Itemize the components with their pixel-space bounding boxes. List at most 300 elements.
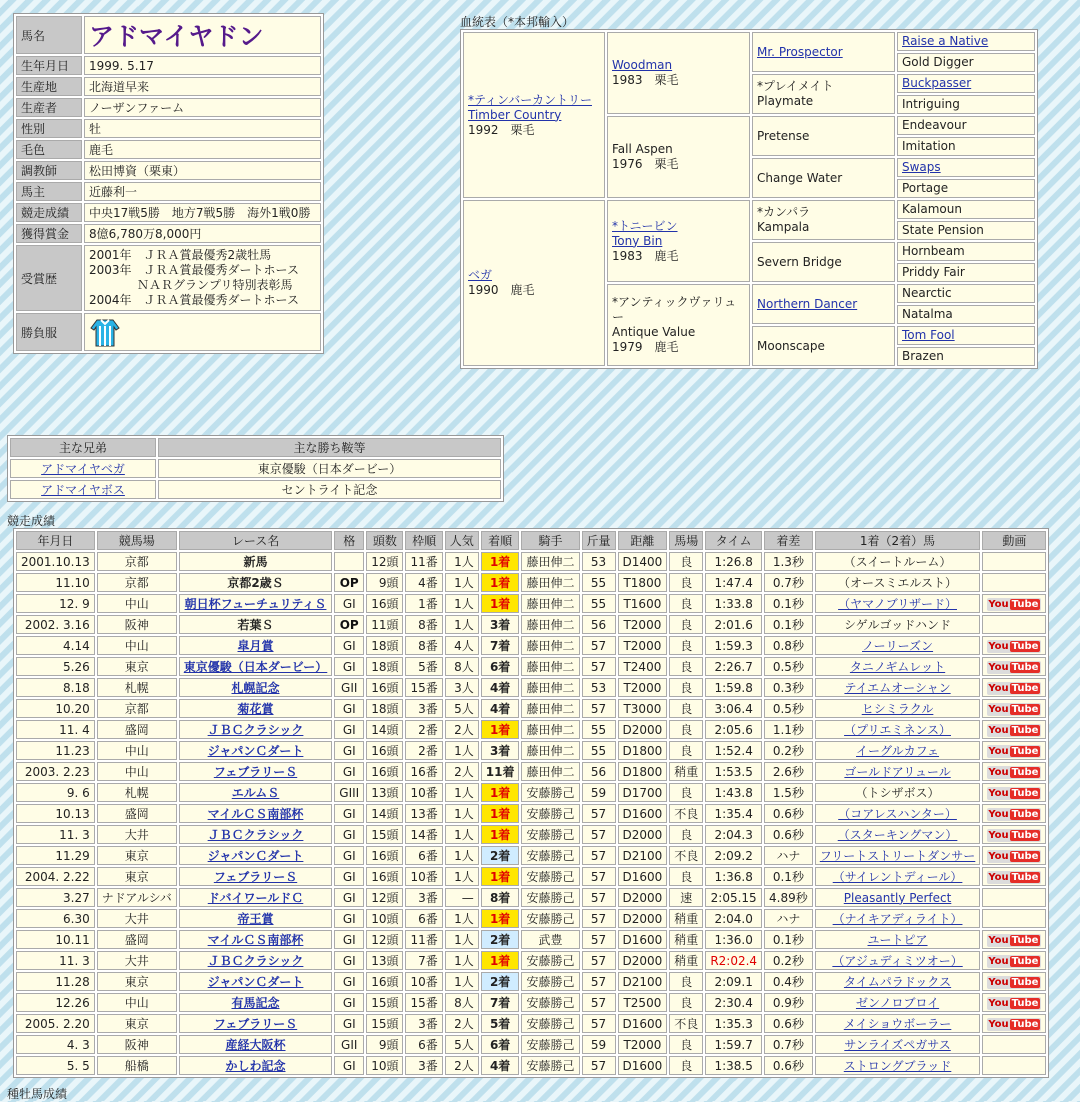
race-weight: 56 bbox=[582, 762, 616, 781]
race-jockey: 安藤勝己 bbox=[521, 993, 579, 1012]
race-post: 15番 bbox=[405, 678, 442, 697]
youtube-icon[interactable] bbox=[987, 703, 1041, 716]
race-video-cell bbox=[982, 720, 1046, 739]
race-post: 10番 bbox=[405, 972, 442, 991]
youtube-icon[interactable] bbox=[987, 1018, 1041, 1031]
race-time-cell bbox=[705, 909, 762, 928]
race-date: 2003. 2.23 bbox=[16, 762, 95, 781]
race-time-cell bbox=[705, 1014, 762, 1033]
youtube-label-tube: Tube bbox=[1011, 851, 1039, 862]
pedigree-gen2 bbox=[607, 32, 750, 114]
stud-record-title: 種牡馬成績 bbox=[7, 1087, 68, 1101]
race-opponent[interactable]: ヒシミラクル bbox=[861, 702, 934, 716]
race-opponent-cell bbox=[815, 636, 981, 655]
race-finish: 6着 bbox=[481, 657, 520, 676]
youtube-icon[interactable] bbox=[987, 997, 1041, 1010]
race-margin: 0.6秒 bbox=[764, 825, 813, 844]
race-track: 良 bbox=[669, 636, 703, 655]
race-opponent[interactable]: テイエムオーシャン bbox=[844, 681, 951, 695]
race-distance: D1800 bbox=[618, 741, 668, 760]
pedigree-gen4 bbox=[897, 137, 1035, 156]
race-jockey: 安藤勝己 bbox=[521, 909, 579, 928]
race-jockey: 安藤勝己 bbox=[521, 825, 579, 844]
race-popularity: 1人 bbox=[445, 867, 479, 886]
race-popularity: — bbox=[445, 888, 479, 907]
race-opponent[interactable]: （サイレントディール） bbox=[832, 870, 963, 884]
sibling-link[interactable]: アドマイヤベガ bbox=[41, 462, 125, 476]
race-video-cell bbox=[982, 888, 1046, 907]
youtube-icon[interactable] bbox=[987, 745, 1041, 758]
race-opponent-cell bbox=[815, 1035, 981, 1054]
race-name[interactable]: ドバイワールドＣ bbox=[207, 891, 304, 905]
race-opponent-cell bbox=[815, 657, 981, 676]
race-row bbox=[16, 573, 1046, 592]
race-time: 1:35.4 bbox=[714, 806, 753, 821]
race-weight: 57 bbox=[582, 825, 616, 844]
youtube-icon[interactable] bbox=[987, 808, 1041, 821]
race-video-cell bbox=[982, 573, 1046, 592]
race-time: 2:05.6 bbox=[714, 722, 753, 737]
race-name: 京都2歳Ｓ bbox=[227, 576, 284, 590]
youtube-icon[interactable] bbox=[987, 871, 1041, 884]
race-distance: D1600 bbox=[618, 930, 668, 949]
race-grade-label: GII bbox=[341, 1037, 358, 1052]
race-opponent[interactable]: メイショウボーラー bbox=[843, 1017, 952, 1031]
race-opponent-cell bbox=[815, 930, 981, 949]
race-finish: 1着 bbox=[481, 720, 520, 739]
race-video-cell bbox=[982, 615, 1046, 634]
race-time-cell bbox=[705, 573, 762, 592]
race-margin: 0.6秒 bbox=[764, 1014, 813, 1033]
race-track: 良 bbox=[669, 741, 703, 760]
race-track: 良 bbox=[669, 552, 703, 571]
race-jockey: 藤田伸二 bbox=[521, 594, 579, 613]
race-time: 1:36.0 bbox=[714, 932, 753, 947]
pedigree-horse-en[interactable]: Timber Country bbox=[468, 107, 562, 122]
race-runners: 15頭 bbox=[366, 825, 403, 844]
youtube-label: You bbox=[988, 809, 1009, 820]
race-distance: D2000 bbox=[618, 909, 668, 928]
race-post: 3番 bbox=[405, 699, 442, 718]
race-time: 1:47.4 bbox=[714, 575, 753, 590]
race-jockey: 安藤勝己 bbox=[521, 804, 579, 823]
info-key: 競走成績 bbox=[16, 203, 82, 222]
race-post: 11番 bbox=[405, 552, 442, 571]
race-opponent-cell bbox=[815, 615, 981, 634]
race-opponent[interactable]: （ナイキアディライト） bbox=[832, 912, 963, 926]
info-row bbox=[16, 224, 321, 243]
info-value: ノーザンファーム bbox=[84, 98, 321, 117]
race-popularity: 8人 bbox=[445, 657, 479, 676]
race-name[interactable]: ジャパンＣダート bbox=[207, 744, 304, 758]
pedigree-horse-name[interactable]: *トニービン bbox=[612, 218, 678, 233]
race-course: 大井 bbox=[97, 909, 177, 928]
race-post: 8番 bbox=[405, 615, 442, 634]
race-opponent[interactable]: （アジュディミツオー） bbox=[832, 954, 963, 968]
race-distance: T1600 bbox=[618, 594, 668, 613]
race-runners: 18頭 bbox=[366, 657, 403, 676]
info-key: 生産地 bbox=[16, 77, 82, 96]
race-date: 6.30 bbox=[16, 909, 95, 928]
race-jockey: 藤田伸二 bbox=[521, 552, 579, 571]
youtube-icon[interactable] bbox=[987, 640, 1041, 653]
youtube-label-tube: Tube bbox=[1011, 977, 1039, 988]
race-distance: D1800 bbox=[618, 762, 668, 781]
race-row bbox=[16, 657, 1046, 676]
race-name[interactable]: マイルＣＳ南部杯 bbox=[207, 807, 304, 821]
youtube-icon[interactable] bbox=[987, 829, 1041, 842]
race-margin: 0.7秒 bbox=[764, 1035, 813, 1054]
pedigree-gen4 bbox=[897, 53, 1035, 72]
youtube-label: You bbox=[988, 872, 1009, 883]
race-grade bbox=[334, 1014, 364, 1033]
pedigree-gen3 bbox=[752, 284, 895, 324]
siblings-header-name: 主な兄弟 bbox=[10, 438, 156, 457]
info-key: 生産者 bbox=[16, 98, 82, 117]
race-opponent-cell bbox=[815, 867, 981, 886]
race-popularity: 2人 bbox=[445, 720, 479, 739]
race-runners: 14頭 bbox=[366, 720, 403, 739]
pedigree-horse-name[interactable]: Northern Dancer bbox=[757, 296, 858, 311]
pedigree-horse-name[interactable]: Mr. Prospector bbox=[757, 44, 843, 59]
race-margin: ハナ bbox=[764, 846, 813, 865]
race-margin: 2.6秒 bbox=[764, 762, 813, 781]
race-opponent[interactable]: （ヤマノブリザード） bbox=[838, 597, 957, 611]
race-post: 6番 bbox=[405, 909, 442, 928]
youtube-label: You bbox=[988, 998, 1009, 1009]
race-name[interactable]: ジャパンＣダート bbox=[207, 849, 304, 863]
race-runners: 10頭 bbox=[366, 909, 403, 928]
youtube-label: You bbox=[988, 599, 1009, 610]
race-post: 16番 bbox=[405, 762, 442, 781]
race-track: 稍重 bbox=[669, 909, 703, 928]
race-jockey: 安藤勝己 bbox=[521, 846, 579, 865]
race-name[interactable]: ＪＢＣクラシック bbox=[207, 723, 304, 737]
race-grade bbox=[334, 867, 364, 886]
youtube-label: You bbox=[988, 725, 1009, 736]
race-weight: 55 bbox=[582, 594, 616, 613]
pedigree-horse-name: *アンティックヴァリュー bbox=[612, 295, 737, 324]
race-name[interactable]: 朝日杯フューチュリティＳ bbox=[184, 597, 327, 611]
race-finish: 4着 bbox=[481, 1056, 520, 1075]
race-margin: 0.3秒 bbox=[764, 678, 813, 697]
race-name[interactable]: 東京優駿（日本ダービー） bbox=[183, 660, 328, 674]
race-popularity: 1人 bbox=[445, 552, 479, 571]
racing-silks-icon bbox=[89, 316, 121, 348]
race-grade-label: GI bbox=[342, 743, 356, 758]
race-video-cell bbox=[982, 699, 1046, 718]
race-grade-label: GI bbox=[342, 764, 356, 779]
race-opponent[interactable]: タニノギムレット bbox=[849, 660, 946, 674]
race-date: 4. 3 bbox=[16, 1035, 95, 1054]
youtube-label: You bbox=[988, 830, 1009, 841]
youtube-label-tube: Tube bbox=[1011, 599, 1039, 610]
race-name[interactable]: 菊花賞 bbox=[237, 702, 274, 716]
race-opponent[interactable]: Pleasantly Perfect bbox=[843, 890, 952, 905]
race-opponent: シゲルゴッドハンド bbox=[844, 618, 952, 632]
race-course: 大井 bbox=[97, 825, 177, 844]
youtube-icon[interactable] bbox=[987, 661, 1041, 674]
award-item: 2003年 ＪＲＡ賞最優秀ダートホース bbox=[89, 263, 299, 277]
race-course: 京都 bbox=[97, 573, 177, 592]
race-name[interactable]: フェブラリーＳ bbox=[213, 765, 298, 779]
pedigree-horse-name[interactable]: Buckpasser bbox=[902, 76, 972, 90]
race-grade-label: OP bbox=[339, 617, 359, 632]
race-opponent-cell bbox=[815, 783, 981, 802]
race-distance: D1600 bbox=[618, 1014, 668, 1033]
race-time-cell bbox=[705, 552, 762, 571]
race-grade-label: GI bbox=[342, 890, 356, 905]
race-distance: T1800 bbox=[618, 573, 668, 592]
race-jockey: 安藤勝己 bbox=[521, 972, 579, 991]
info-row bbox=[16, 16, 321, 54]
youtube-icon[interactable] bbox=[987, 766, 1041, 779]
race-name[interactable]: エルムＳ bbox=[231, 786, 280, 800]
awards-list bbox=[84, 245, 321, 311]
race-opponent: （オースミエルスト） bbox=[838, 576, 958, 590]
race-distance: D2100 bbox=[618, 846, 668, 865]
race-jockey: 安藤勝己 bbox=[521, 951, 579, 970]
race-opponent[interactable]: サンライズペガサス bbox=[844, 1038, 951, 1052]
race-date: 10.20 bbox=[16, 699, 95, 718]
race-grade bbox=[334, 930, 364, 949]
race-grade bbox=[334, 615, 364, 634]
race-time: 1:59.8 bbox=[714, 680, 753, 695]
race-name[interactable]: かしわ記念 bbox=[225, 1059, 286, 1073]
race-weight: 57 bbox=[582, 930, 616, 949]
race-popularity: 2人 bbox=[445, 762, 479, 781]
race-post: 2番 bbox=[405, 741, 442, 760]
race-name[interactable]: ＪＢＣクラシック bbox=[207, 954, 304, 968]
race-weight: 53 bbox=[582, 552, 616, 571]
race-course: 札幌 bbox=[97, 783, 177, 802]
race-name-cell bbox=[179, 930, 333, 949]
race-row bbox=[16, 1056, 1046, 1075]
race-weight: 59 bbox=[582, 1035, 616, 1054]
race-time: 1:52.4 bbox=[714, 743, 753, 758]
race-opponent[interactable]: （スターキングマン） bbox=[837, 828, 958, 842]
pedigree-horse-name: Portage bbox=[902, 181, 949, 195]
race-margin: 0.9秒 bbox=[764, 993, 813, 1012]
race-name[interactable]: マイルＣＳ南部杯 bbox=[207, 933, 304, 947]
race-name: 新馬 bbox=[243, 555, 268, 569]
race-distance: D1600 bbox=[618, 1056, 668, 1075]
race-grade-label: GI bbox=[342, 869, 356, 884]
youtube-label-tube: Tube bbox=[1011, 704, 1039, 715]
race-jockey: 安藤勝己 bbox=[521, 867, 579, 886]
pedigree-horse-name[interactable]: Tom Fool bbox=[902, 328, 955, 342]
pedigree-horse-name[interactable]: Swaps bbox=[902, 160, 941, 174]
race-jockey: 藤田伸二 bbox=[521, 678, 579, 697]
sibling-row bbox=[10, 480, 501, 499]
race-name[interactable]: 札幌記念 bbox=[231, 681, 280, 695]
race-row bbox=[16, 1035, 1046, 1054]
pedigree-gen4 bbox=[897, 284, 1035, 303]
race-grade-label: GI bbox=[342, 659, 356, 674]
race-runners: 15頭 bbox=[366, 993, 403, 1012]
race-finish: 1着 bbox=[481, 573, 520, 592]
race-opponent: （トシザボス） bbox=[855, 786, 940, 800]
race-grade-label: GI bbox=[342, 638, 356, 653]
race-name[interactable]: フェブラリーＳ bbox=[213, 870, 298, 884]
race-opponent[interactable]: （プリエミネンス） bbox=[844, 723, 951, 737]
race-track: 良 bbox=[669, 825, 703, 844]
race-grade bbox=[334, 678, 364, 697]
sibling-link[interactable]: アドマイヤボス bbox=[41, 483, 125, 497]
pedigree-horse-year: 1983 栗毛 bbox=[612, 73, 679, 87]
pedigree-horse-name: Severn Bridge bbox=[757, 254, 842, 269]
pedigree-horse-name: Intriguing bbox=[902, 97, 960, 111]
race-jockey: 安藤勝己 bbox=[521, 1056, 579, 1075]
race-video-cell bbox=[982, 594, 1046, 613]
race-finish: 4着 bbox=[481, 699, 520, 718]
race-opponent[interactable]: タイムパラドックス bbox=[843, 975, 952, 989]
pedigree-gen4 bbox=[897, 95, 1035, 114]
race-finish: 1着 bbox=[481, 951, 520, 970]
race-date: 2001.10.13 bbox=[16, 552, 95, 571]
race-distance: D1600 bbox=[618, 804, 668, 823]
pedigree-sire bbox=[463, 32, 605, 198]
pedigree-horse-name: Moonscape bbox=[757, 338, 825, 353]
race-date: 9. 6 bbox=[16, 783, 95, 802]
race-margin: 0.1秒 bbox=[764, 594, 813, 613]
race-row bbox=[16, 678, 1046, 697]
pedigree-row bbox=[463, 32, 1035, 51]
youtube-icon[interactable] bbox=[987, 787, 1041, 800]
race-runners: 11頭 bbox=[366, 615, 403, 634]
youtube-icon[interactable] bbox=[987, 724, 1041, 737]
race-runners: 10頭 bbox=[366, 1056, 403, 1075]
youtube-label-tube: Tube bbox=[1011, 1019, 1039, 1030]
race-name[interactable]: 産経大阪杯 bbox=[225, 1038, 286, 1052]
race-opponent-cell bbox=[815, 573, 981, 592]
record-header: 馬場 bbox=[669, 531, 703, 550]
race-name[interactable]: 帝王賞 bbox=[237, 912, 274, 926]
race-name[interactable]: ＪＢＣクラシック bbox=[207, 828, 304, 842]
race-opponent-cell bbox=[815, 951, 981, 970]
race-name[interactable]: ジャパンＣダート bbox=[207, 975, 304, 989]
race-time-cell bbox=[705, 678, 762, 697]
pedigree-gen4 bbox=[897, 347, 1035, 366]
race-finish: 7着 bbox=[481, 636, 520, 655]
race-opponent[interactable]: ユートピア bbox=[867, 933, 928, 947]
race-video-cell bbox=[982, 1035, 1046, 1054]
pedigree-horse-name[interactable]: Raise a Native bbox=[902, 34, 989, 48]
race-grade bbox=[334, 783, 364, 802]
race-runners: 9頭 bbox=[366, 1035, 403, 1054]
race-distance: D2000 bbox=[618, 951, 668, 970]
race-opponent-cell bbox=[815, 888, 981, 907]
pedigree-horse-name[interactable]: ベガ bbox=[468, 268, 493, 282]
info-key: 調教師 bbox=[16, 161, 82, 180]
race-track: 良 bbox=[669, 657, 703, 676]
pedigree-horse-en: Playmate bbox=[757, 94, 814, 108]
race-course: 盛岡 bbox=[97, 720, 177, 739]
record-header: 距離 bbox=[618, 531, 668, 550]
race-jockey: 藤田伸二 bbox=[521, 720, 579, 739]
youtube-icon[interactable] bbox=[987, 850, 1041, 863]
race-jockey: 安藤勝己 bbox=[521, 888, 579, 907]
race-finish: 7着 bbox=[481, 993, 520, 1012]
race-opponent: （スイートルーム） bbox=[843, 555, 952, 569]
race-course: 東京 bbox=[97, 846, 177, 865]
info-key: 生年月日 bbox=[16, 56, 82, 75]
race-jockey: 藤田伸二 bbox=[521, 636, 579, 655]
race-name-cell bbox=[179, 636, 333, 655]
pedigree-horse-name[interactable]: Woodman bbox=[612, 58, 673, 72]
youtube-icon[interactable] bbox=[987, 682, 1041, 695]
youtube-label-tube: Tube bbox=[1011, 683, 1039, 694]
race-margin: ハナ bbox=[764, 909, 813, 928]
youtube-icon[interactable] bbox=[987, 976, 1041, 989]
race-name-cell bbox=[179, 783, 333, 802]
race-jockey: 藤田伸二 bbox=[521, 657, 579, 676]
race-distance: T2400 bbox=[618, 657, 668, 676]
race-date: 11.28 bbox=[16, 972, 95, 991]
youtube-icon[interactable] bbox=[987, 955, 1041, 968]
race-time: 2:09.2 bbox=[714, 848, 753, 863]
race-name[interactable]: フェブラリーＳ bbox=[213, 1017, 298, 1031]
race-name-cell bbox=[179, 720, 333, 739]
race-runners: 13頭 bbox=[366, 951, 403, 970]
race-time: 2:30.4 bbox=[714, 995, 753, 1010]
info-value: 中央17戦5勝 地方7戦5勝 海外1戦0勝 bbox=[84, 203, 321, 222]
race-post: 11番 bbox=[405, 930, 442, 949]
race-opponent[interactable]: （コアレスハンター） bbox=[838, 807, 957, 821]
race-course: 阪神 bbox=[97, 615, 177, 634]
race-opponent[interactable]: ストロングブラッド bbox=[843, 1059, 952, 1073]
race-name[interactable]: 有馬記念 bbox=[231, 996, 280, 1010]
race-name[interactable]: 皐月賞 bbox=[237, 639, 274, 653]
race-runners: 16頭 bbox=[366, 867, 403, 886]
race-time: 2:04.3 bbox=[714, 827, 753, 842]
race-grade-label: GI bbox=[342, 974, 356, 989]
sibling-name-cell bbox=[10, 480, 156, 499]
info-key: 勝負服 bbox=[16, 313, 82, 351]
race-opponent[interactable]: イーグルカフェ bbox=[856, 744, 940, 758]
race-distance: T2500 bbox=[618, 993, 668, 1012]
info-value: 鹿毛 bbox=[84, 140, 321, 159]
youtube-label-tube: Tube bbox=[1011, 998, 1039, 1009]
race-weight: 55 bbox=[582, 720, 616, 739]
race-weight: 57 bbox=[582, 1014, 616, 1033]
info-key: 受賞歴 bbox=[16, 245, 82, 311]
race-name-cell bbox=[179, 951, 333, 970]
race-opponent[interactable]: ゼンノロブロイ bbox=[855, 996, 940, 1010]
youtube-icon[interactable] bbox=[987, 598, 1041, 611]
youtube-icon[interactable] bbox=[987, 934, 1041, 947]
pedigree-horse-name: Endeavour bbox=[902, 118, 967, 132]
pedigree-horse-name[interactable]: *ティンバーカントリー bbox=[468, 92, 592, 107]
race-row bbox=[16, 699, 1046, 718]
youtube-label: You bbox=[988, 746, 1009, 757]
race-popularity: 1人 bbox=[445, 846, 479, 865]
race-time: 2:04.0 bbox=[714, 911, 753, 926]
youtube-label: You bbox=[988, 956, 1009, 967]
race-opponent[interactable]: フリートストリートダンサー bbox=[819, 849, 976, 863]
race-grade-label: GI bbox=[342, 722, 356, 737]
race-post: 5番 bbox=[405, 657, 442, 676]
record-header: 年月日 bbox=[16, 531, 95, 550]
pedigree-gen4 bbox=[897, 179, 1035, 198]
race-time-cell bbox=[705, 867, 762, 886]
race-opponent[interactable]: ゴールドアリュール bbox=[844, 765, 951, 779]
race-opponent[interactable]: ノーリーズン bbox=[862, 639, 934, 653]
pedigree-horse-en[interactable]: Tony Bin bbox=[612, 233, 663, 248]
sibling-row bbox=[10, 459, 501, 478]
sibling-win: 東京優駿（日本ダービー） bbox=[158, 459, 501, 478]
race-grade bbox=[334, 594, 364, 613]
